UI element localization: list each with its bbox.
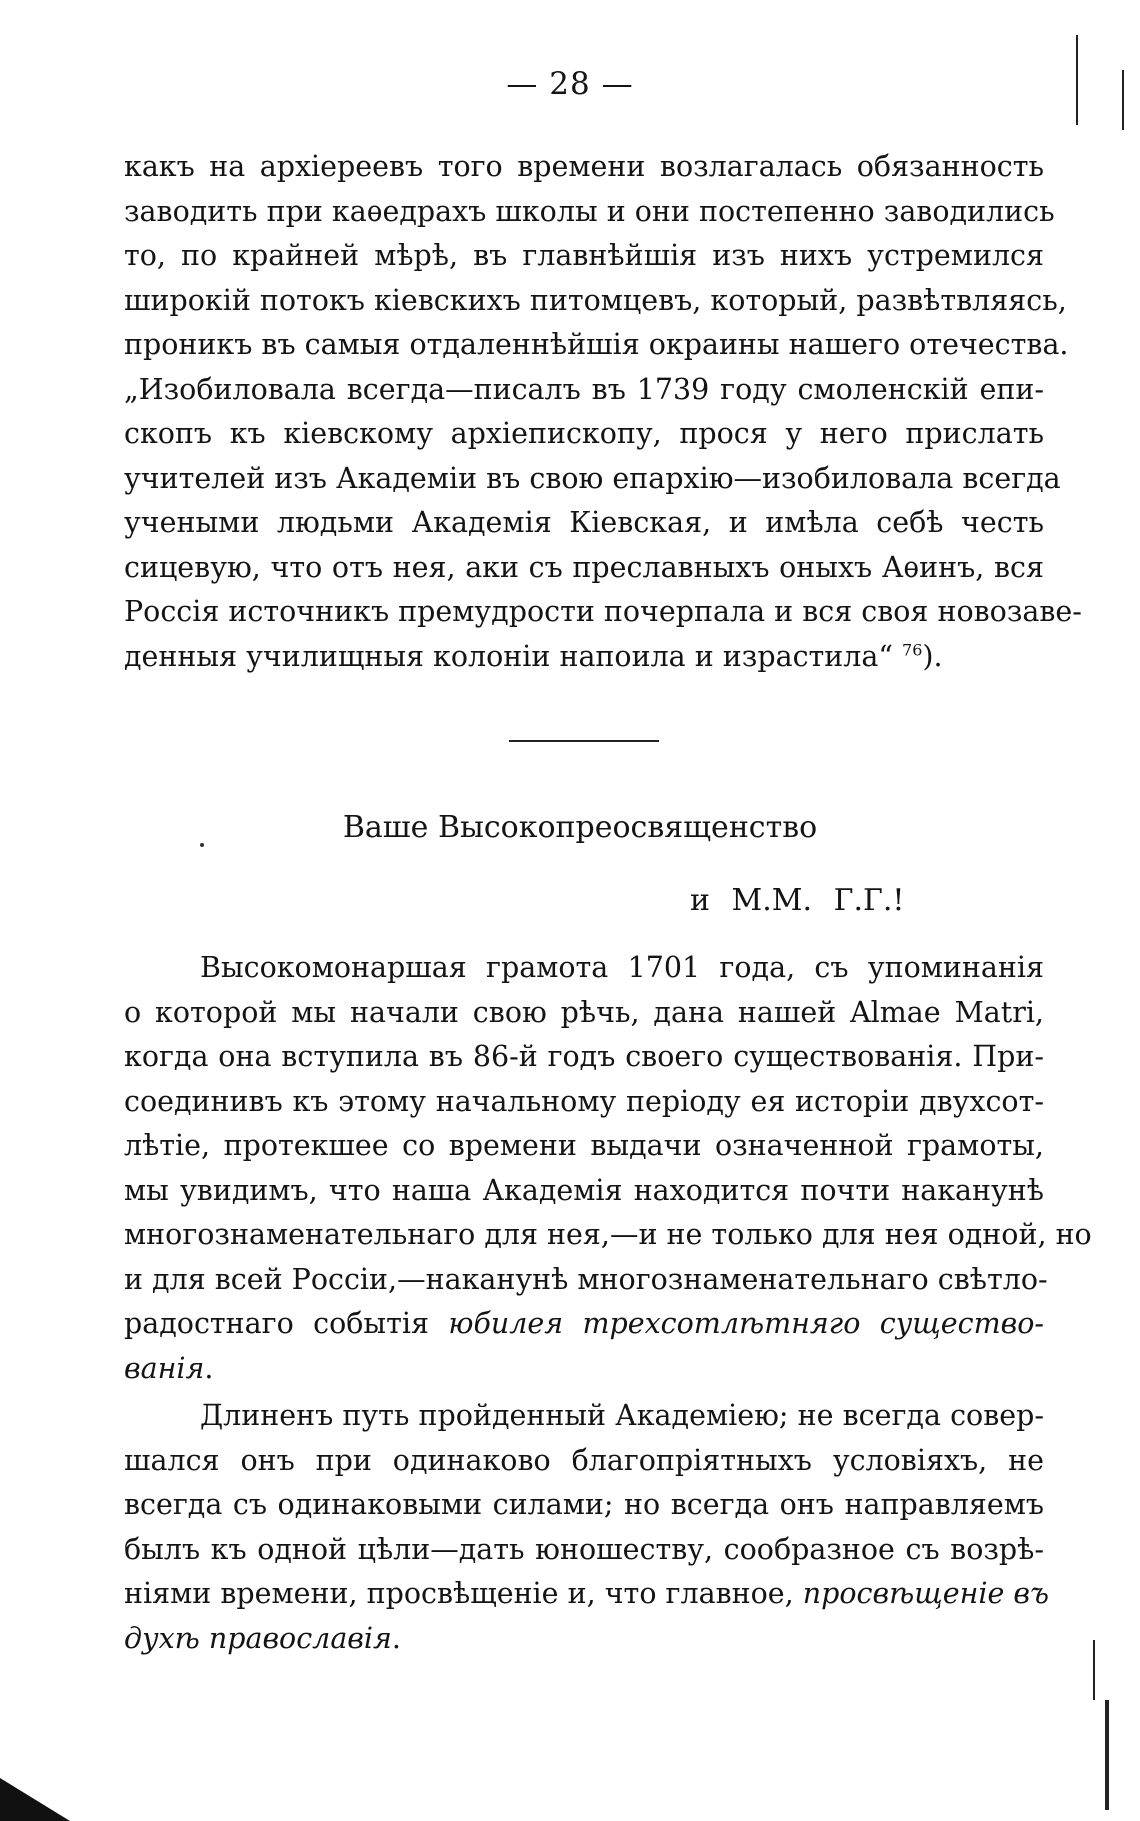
text-line: скопъ къ кіевскому архіепископу, прося у него прислать	[124, 417, 1044, 450]
footnote-reference: 76	[902, 640, 923, 659]
text-line: мы увидимъ, что наша Академія находится почти наканунѣ	[124, 1173, 1044, 1207]
scan-edge-mark	[1122, 70, 1124, 130]
text-line: широкій потокъ кіевскихъ питомцевъ, который, развѣтвляясь,	[124, 283, 1067, 317]
text-line: о которой мы начали свою рѣчь, дана нашей Almae Matri,	[124, 995, 1044, 1029]
page-number: — 28 —	[506, 66, 634, 102]
text-segment: .	[204, 1351, 214, 1385]
text-segment: радостнаго событія	[124, 1307, 449, 1340]
scan-edge-mark	[1093, 1640, 1095, 1700]
text-line: учителей изъ Академіи въ свою епархію—изобиловала всегда	[124, 461, 1061, 495]
text-line: какъ на архіереевъ того времени возлагалась обязанность	[124, 150, 1044, 183]
text-line: и для всей Россіи,—наканунѣ многознаменательнаго свѣтло-	[124, 1262, 1048, 1296]
section-separator	[509, 740, 659, 742]
paragraph-3	[124, 1394, 1050, 1661]
italic-text-segment: юбилея трехсотлѣтняго существо-	[448, 1307, 1044, 1340]
text-segment: .	[391, 1621, 401, 1655]
text-segment: денныя училищныя колоніи напоила и израстила“	[124, 639, 893, 673]
italic-text-segment: ванія	[124, 1351, 205, 1385]
text-line: сицевую, что отъ нея, аки съ преславныхъ оныхъ Аѳинъ, вся	[124, 550, 1044, 584]
text-segment: ніями времени, просвѣщеніе и, что главное,	[124, 1577, 803, 1610]
text-line: заводить при каѳедрахъ школы и они постепенно заводились	[124, 194, 1055, 228]
text-line	[124, 1572, 1050, 1617]
text-line: учеными людьми Академія Кіевская, и имѣла себѣ честь	[124, 506, 1044, 539]
text-line: соединивъ къ этому начальному періоду ея исторіи двухсот-	[124, 1084, 1044, 1118]
text-line: когда она вступила въ 86-й годъ своего существованія. При-	[124, 1040, 1044, 1073]
italic-text-segment: просвѣщеніе въ	[802, 1577, 1050, 1610]
paragraph-1	[124, 145, 1082, 679]
italic-text-segment: духѣ православія	[124, 1621, 392, 1655]
text-line: многознаменательнаго для нея,—и не только для нея одной, но	[124, 1218, 1092, 1251]
text-line: Длиненъ путь пройденный Академіею; не всегда совер-	[200, 1399, 1044, 1432]
text-segment: ).	[922, 639, 943, 673]
address-subtitle: и М.М. Г.Г.!	[690, 883, 905, 918]
scan-corner-shadow	[0, 1778, 70, 1821]
text-line: шался онъ при одинаково благопріятныхъ условіяхъ, не	[124, 1443, 1044, 1477]
text-line: всегда съ одинаковыми силами; но всегда онъ направляемъ	[124, 1488, 1044, 1521]
text-line: то, по крайней мѣрѣ, въ главнѣйшія изъ нихъ устремился	[124, 239, 1044, 272]
address-title: Ваше Высокопреосвященство	[342, 810, 818, 845]
text-line	[124, 1302, 1044, 1347]
text-line: былъ къ одной цѣли—дать юношеству, сообразное съ возрѣ-	[124, 1532, 1044, 1566]
text-line: Россія источникъ премудрости почерпала и вся своя новозаве-	[124, 595, 1082, 628]
text-line: „Изобиловала всегда—писалъ въ 1739 году смоленскій епи-	[124, 372, 1044, 406]
text-line-final	[124, 1347, 1044, 1392]
paragraph-2	[124, 946, 1092, 1391]
text-line: Высокомонаршая грамота 1701 года, съ упоминанія	[200, 951, 1044, 984]
text-line: проникъ въ самыя отдаленнѣйшія окраины нашего отечества.	[124, 328, 1069, 361]
text-line-final	[124, 635, 1044, 680]
text-line: лѣтіе, протекшее со времени выдачи означенной грамоты,	[124, 1129, 1044, 1162]
scan-edge-mark	[1076, 35, 1078, 125]
scan-edge-mark	[1105, 1700, 1109, 1810]
text-line-final	[124, 1617, 1044, 1662]
